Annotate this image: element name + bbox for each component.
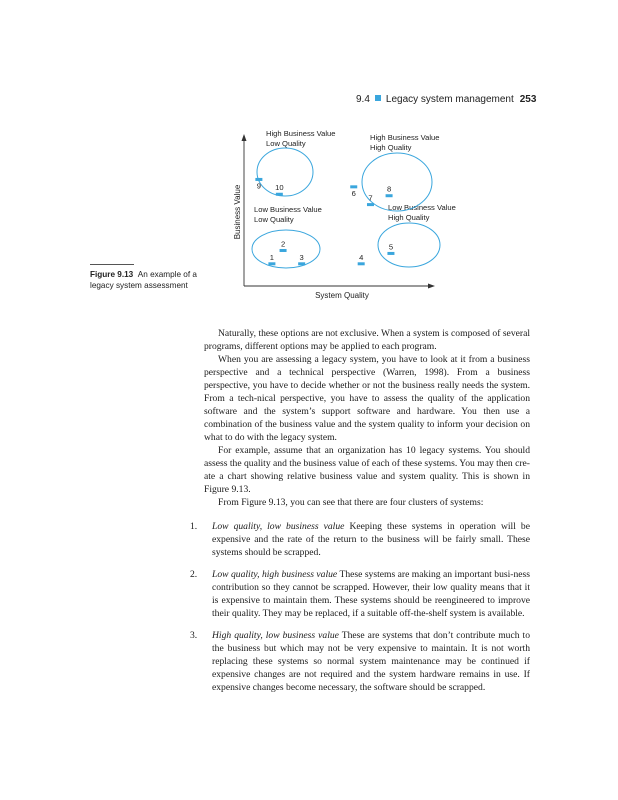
paragraph: Naturally, these options are not exclusive. When a system is composed of several programs, different options may be applied to each program. <box>204 328 530 352</box>
system-marker <box>276 193 283 196</box>
quadrant-label: High Business Value Low Quality <box>266 129 336 148</box>
list-item-text: These systems are making an important busi-ness contribution so they cannot be scrapped. However, their low quality means that it is expensive to maintain them. These systems should be reengineered to improve their quality. They may be replaced, if a suitable off-the-shelf system is available. <box>212 569 530 619</box>
x-axis-label: System Quality <box>315 291 369 300</box>
system-marker <box>268 262 275 265</box>
paragraph: For example, assume that an organization has 10 legacy systems. You should assess the quality and the business value of each of these systems. You may then cre-ate a chart showing relative business value and system quality. This is shown in Figure 9.13. <box>204 445 530 495</box>
system-marker <box>358 262 365 265</box>
running-header <box>356 94 537 105</box>
body-text <box>190 327 530 703</box>
quadrant-label: Low Business Value High Quality <box>388 203 456 222</box>
list-item-text: Keeping these systems in operation will be expensive and the rate of the return to the business will be fairly small. These systems should be scrapped. <box>212 521 530 558</box>
section-title: Legacy system management <box>385 94 514 105</box>
legacy-assessment-chart <box>228 124 456 300</box>
system-label: 5 <box>388 242 394 252</box>
system-marker <box>367 203 374 206</box>
y-axis-label: Business Value <box>233 184 242 240</box>
square-bullet-icon <box>375 95 381 101</box>
system-label: 9 <box>256 181 261 191</box>
x-axis-arrow <box>428 284 435 289</box>
system-label: 1 <box>269 252 275 262</box>
system-label: 8 <box>386 184 392 194</box>
list-number: 3. <box>190 630 198 641</box>
quadrant-label: Low Business Value Low Quality <box>254 205 322 224</box>
system-label: 6 <box>351 188 356 198</box>
cluster-ellipse <box>378 223 440 267</box>
page-number: 253 <box>519 94 537 105</box>
list-item-title: High quality, low business value <box>212 630 339 641</box>
cluster-ellipse <box>257 148 313 196</box>
caption-rule <box>90 264 134 265</box>
figure-caption-text: An example of a legacy system assessment <box>90 270 197 290</box>
section-number: 9.4 <box>356 94 370 105</box>
y-axis-arrow <box>242 134 247 141</box>
system-label: 3 <box>299 252 304 262</box>
system-label: 4 <box>359 252 364 262</box>
list-item-text: These are systems that don’t contribute much to the business but which may not be very expensive to maintain. It is not worth replacing these systems so normal system maintenance may be continued if expensive changes are not required and the system hardware remains in use. If expensive changes become necessary, the software should be scrapped. <box>212 630 530 693</box>
list-item-title: Low quality, low business value <box>212 521 345 532</box>
figure-caption <box>90 270 200 291</box>
paragraph: From Figure 9.13, you can see that there are four clusters of systems: <box>218 497 484 508</box>
cluster-list <box>190 520 530 694</box>
system-marker <box>298 262 305 265</box>
system-label: 10 <box>275 183 284 193</box>
paragraph: When you are assessing a legacy system, you have to look at it from a business perspective and a technical perspective (Warren, 1998). From a business perspective, you have to decide whether or not the business really needs the system. From a tech-nical perspective, you have to assess the quality of the application software and the system’s support software and hardware. You then use a combination of the business value and the system quality to inform your decision on what to do with the legacy system. <box>204 354 530 443</box>
list-number: 2. <box>190 569 198 580</box>
figure-label: Figure 9.13 <box>90 270 134 279</box>
list-item-title: Low quality, high business value <box>212 569 338 580</box>
list-number: 1. <box>190 521 198 532</box>
system-marker <box>386 194 393 197</box>
system-label: 2 <box>280 239 286 249</box>
list-item <box>190 629 530 694</box>
quadrant-label: High Business Value High Quality <box>370 133 440 152</box>
system-label: 7 <box>368 193 373 203</box>
system-marker <box>280 249 287 252</box>
quadrant-annotations <box>254 129 456 224</box>
list-item <box>190 520 530 559</box>
list-item <box>190 568 530 620</box>
system-marker <box>387 252 394 255</box>
